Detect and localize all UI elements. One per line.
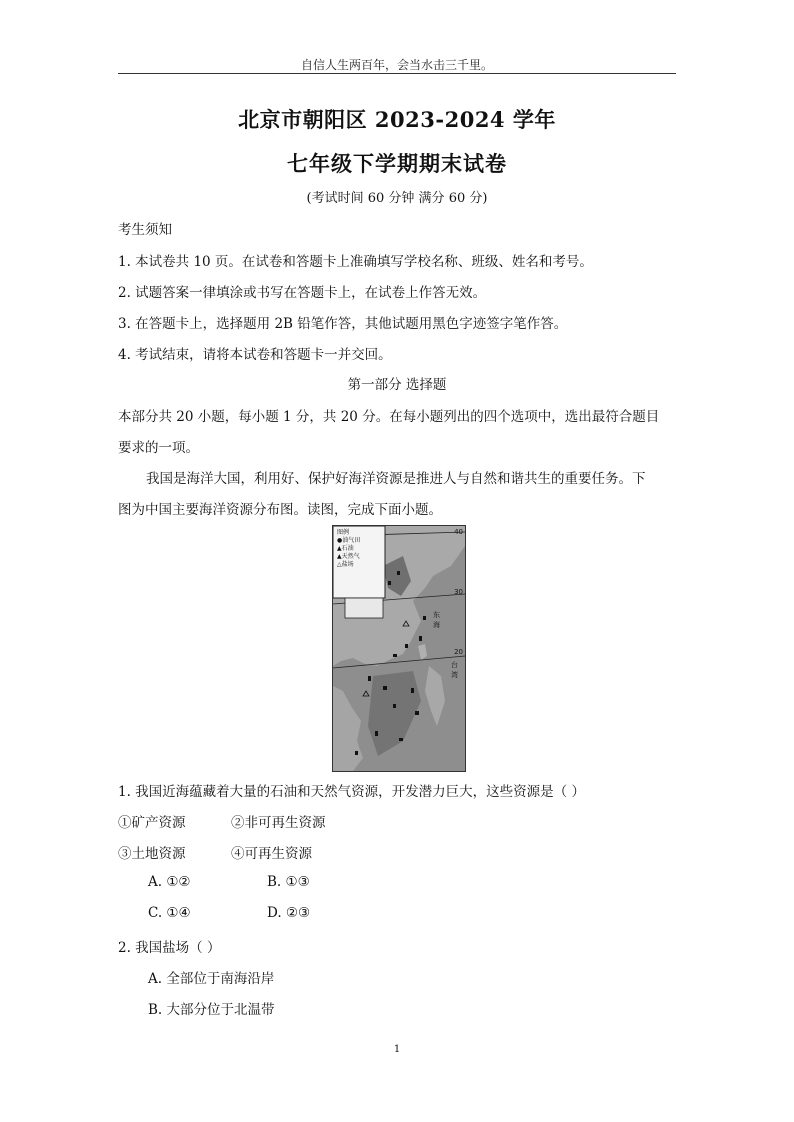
exam-title: 北京市朝阳区 2023-2024 学年 xyxy=(238,107,556,132)
option-c: C. ①④ xyxy=(148,905,191,921)
statement: ②非可再生资源 xyxy=(231,815,326,831)
option-d: D. ②③ xyxy=(267,905,311,921)
map-legend-item: △盐场 xyxy=(337,561,354,568)
notice-heading: 考生须知 xyxy=(118,222,172,238)
part1-intro: 本部分共 20 小题，每小题 1 分，共 20 分。在每小题列出的四个选项中，选出最符合题目 xyxy=(118,409,660,425)
map-region-label: 台 xyxy=(451,661,458,669)
header-motto: 自信人生两百年，会当水击三千里。 xyxy=(300,58,493,72)
map-region-label: 湾 xyxy=(451,671,458,679)
map-legend-item: ●油气田 xyxy=(337,537,361,544)
notice-item: 1. 本试卷共 10 页。在试卷和答题卡上准确填写学校名称、班级、姓名和考号。 xyxy=(118,254,593,270)
question-stem: 1. 我国近海蕴藏着大量的石油和天然气资源，开发潜力巨大，这些资源是（ ） xyxy=(118,784,585,800)
page-number: 1 xyxy=(393,1044,401,1055)
option-a: A. ①② xyxy=(148,874,191,890)
map-legend-item: ▲天然气 xyxy=(337,553,360,560)
exam-info: (考试时间 60 分钟 满分 60 分) xyxy=(306,191,488,206)
option-a: A. 全部位于南海沿岸 xyxy=(148,971,275,987)
passage: 我国是海洋大国，利用好、保护好海洋资源是推进人与自然和谐共生的重要任务。下 xyxy=(146,471,646,487)
map-lat-label: 20 xyxy=(454,648,463,656)
map-region-label: 海 xyxy=(433,621,440,629)
notice-item: 2. 试题答案一律填涂或书写在答题卡上，在试卷上作答无效。 xyxy=(118,285,487,301)
map-legend-title: 图例 xyxy=(337,529,350,536)
statement: ③土地资源 xyxy=(118,846,186,862)
map-lat-label: 30 xyxy=(454,588,463,596)
map-region-label: 东 xyxy=(433,611,440,619)
part1-intro: 要求的一项。 xyxy=(118,440,199,456)
exam-subtitle-title: 七年级下学期期末试卷 xyxy=(287,151,507,176)
option-b: B. ①③ xyxy=(267,874,310,890)
question-stem: 2. 我国盐场（ ） xyxy=(118,940,221,956)
notice-item: 4. 考试结束，请将本试卷和答题卡一并交回。 xyxy=(118,347,392,363)
option-b: B. 大部分位于北温带 xyxy=(148,1002,275,1018)
notice-item: 3. 在答题卡上，选择题用 2B 铅笔作答，其他试题用黑色字迹签字笔作答。 xyxy=(118,316,568,332)
header-rule xyxy=(118,73,676,74)
ocean-resources-map xyxy=(332,525,466,772)
statement: ①矿产资源 xyxy=(118,815,186,831)
map-legend-item: ▲石油 xyxy=(337,545,354,552)
statement: ④可再生资源 xyxy=(231,846,312,862)
map-lat-label: 40 xyxy=(454,528,463,536)
passage: 图为中国主要海洋资源分布图。读图，完成下面小题。 xyxy=(118,502,442,518)
part1-title: 第一部分 选择题 xyxy=(347,377,447,393)
